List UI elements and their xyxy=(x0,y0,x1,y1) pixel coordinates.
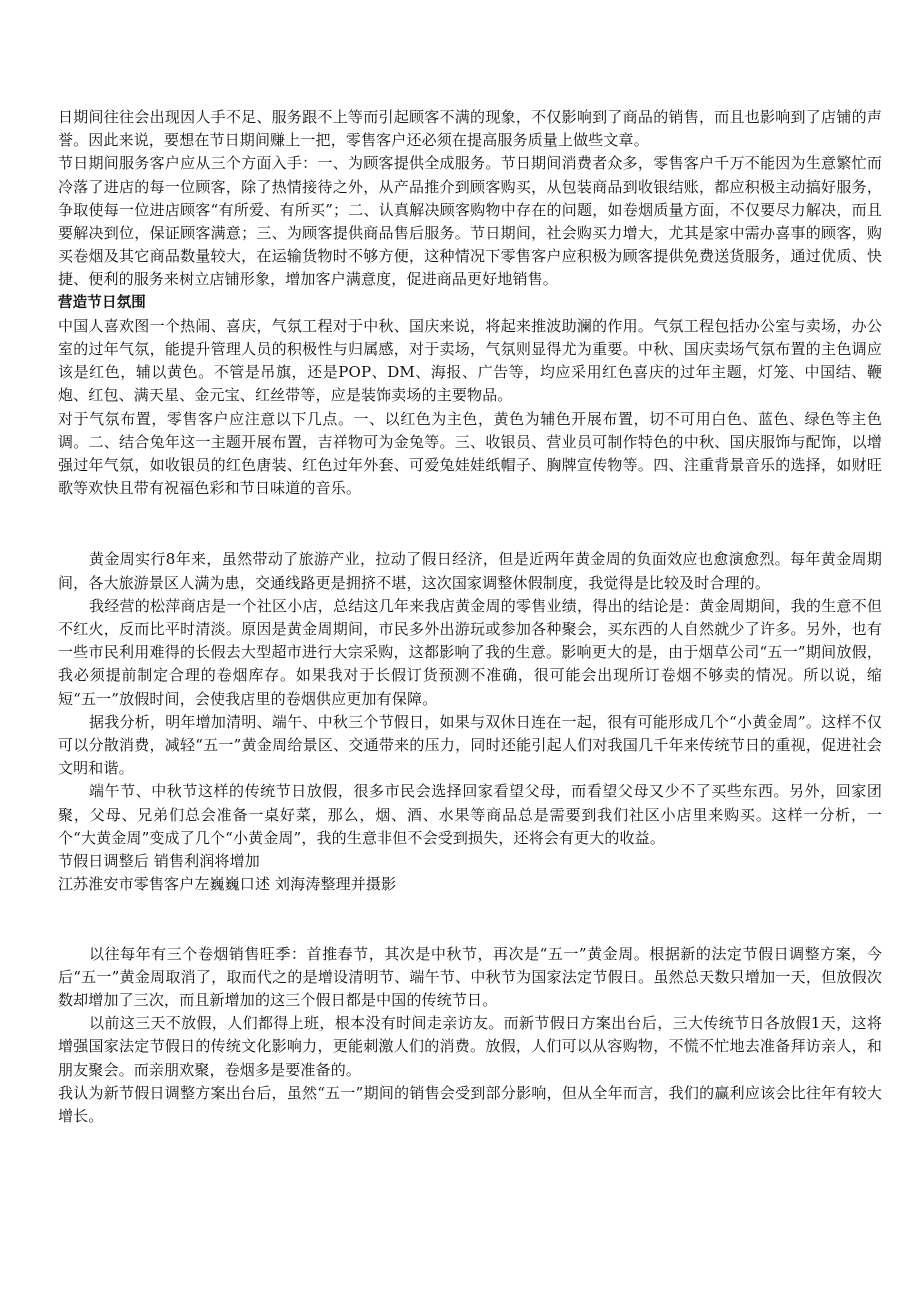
paragraph: 端午节、中秋节这样的传统节日放假，很多市民会选择回家看望父母，而看望父母又少不了买些东西。另外，回家团聚，父母、兄弟们总会准备一桌好菜，那么，烟、酒、水果等商品总是需要到我们社区小店里来购买。这样一分析，一个“大黄金周”变成了几个“小黄金周”，我的生意非但不会受到损失，还将会有更大的收益。 xyxy=(58,782,882,847)
section-holiday-adjustment xyxy=(58,943,882,1129)
paragraph: 日期间往往会出现因人手不足、服务跟不上等而引起顾客不满的现象，不仅影响到了商品的销售，而且也影响到了店铺的声誉。因此来说，要想在节日期间赚上一把，零售客户还必须在提高服务质量上做些文章。 xyxy=(58,108,882,150)
document-page xyxy=(58,106,882,1128)
paragraph: 据我分析，明年增加清明、端午、中秋三个节假日，如果与双休日连在一起，很有可能形成几个“小黄金周”。这样不仅可以分散消费，减轻“五一”黄金周给景区、交通带来的压力，同时还能引起人们对我国几千年来传统节日的重视，促进社会文明和谐。 xyxy=(58,712,882,778)
paragraph: 对于气氛布置，零售客户应注意以下几点。一、以红色为主色，黄色为辅色开展布置，切不可用白色、蓝色、绿色等主色调。二、结合兔年这一主题开展布置，吉祥物可为金兔等。三、收银员、营业员可制作特色的中秋、国庆服饰与配饰，以增强过年气氛，如收银员的红色唐装、红色过年外套、可爱兔娃娃纸帽子、胸牌宣传物等。四、注重背景音乐的选择，如财旺歌等欢快且带有祝福色彩和节日味道的音乐。 xyxy=(58,409,882,498)
paragraph: 节日期间服务客户应从三个方面入手：一、为顾客提供全成服务。节日期间消费者众多，零售客户千万不能因为生意繁忙而冷落了进店的每一位顾客，除了热情接待之外，从产品推介到顾客购买，从包装商品到收银结账，都应积极主动搞好服务，争取使每一位进店顾客“有所爱、有所买”；二、认真解决顾客购物中存在的问题，如卷烟质量方面，不仅要尽力解决，而且要解决到位，保证顾客满意；三、为顾客提供商品售后服务。节日期间，社会购买力增大，尤其是家中需办喜事的顾客，购买卷烟及其它商品数量较大，在运输货物时不够方便，这种情况下零售客户应积极为顾客提供免费送货服务，通过优质、快捷、便利的服务来树立店铺形象，增加客户满意度，促进商品更好地销售。 xyxy=(58,154,882,289)
spacer xyxy=(58,897,882,943)
paragraph: 黄金周实行8年来，虽然带动了旅游产业，拉动了假日经济，但是近两年黄金周的负面效应也愈演愈烈。每年黄金周期间，各大旅游景区人满为患，交通线路更是拥挤不堪，这次国家调整休假制度，我觉得是比较及时合理的。 xyxy=(58,550,882,592)
section-heading: 营造节日氛围 xyxy=(58,294,146,311)
section-holiday-service xyxy=(58,106,882,500)
paragraph: 我认为新节假日调整方案出台后，虽然“五一”期间的销售会受到部分影响，但从全年而言，我们的赢利应该会比往年有较大增长。 xyxy=(58,1083,882,1125)
section-golden-week xyxy=(58,548,882,896)
article-title: 节假日调整后 销售利润将增加 xyxy=(58,852,260,871)
paragraph: 以往每年有三个卷烟销售旺季：首推春节，其次是中秋节，再次是“五一”黄金周。根据新的法定节假日调整方案，今后“五一”黄金周取消了，取而代之的是增设清明节、端午节、中秋节为国家法定节假日。虽然总天数只增加一天，但放假次数却增加了三次，而且新增加的这三个假日都是中国的传统节日。 xyxy=(58,944,882,1009)
spacer xyxy=(58,500,882,548)
paragraph: 中国人喜欢图一个热闹、喜庆，气氛工程对于中秋、国庆来说，将起来推波助澜的作用。气氛工程包括办公室与卖场，办公室的过年气氛，能提升管理人员的积极性与归属感，对于卖场，气氛则显得尤为重要。中秋、国庆卖场气氛布置的主色调应该是红色，辅以黄色。不管是吊旗，还是POP、DM、海报、广告等，均应采用红色喜庆的过年主题，灯笼、中国结、鞭炮、红包、满天星、金元宝、红丝带等，应是装饰卖场的主要物品。 xyxy=(58,316,882,405)
paragraph: 我经营的松萍商店是一个社区小店，总结这几年来我店黄金周的零售业绩，得出的结论是：黄金周期间，我的生意不但不红火，反而比平时清淡。原因是黄金周期间，市民多外出游玩或参加各种聚会，买东西的人自然就少了许多。另外，也有一些市民利用难得的长假去大型超市进行大宗采购，这都影响了我的生意。影响更大的是，由于烟草公司“五一”期间放假，我必须提前制定合理的卷烟库存。如果我对于长假订货预测不准确，很可能会出现所订卷烟不够卖的情况。所以说，缩短“五一”放假时间，会使我店里的卷烟供应更加有保障。 xyxy=(58,596,882,708)
article-byline: 江苏淮安市零售客户左巍巍口述 刘海涛整理并摄影 xyxy=(58,875,397,894)
paragraph: 以前这三天不放假，人们都得上班，根本没有时间走亲访友。而新节假日方案出台后，三大传统节日各放假1天，这将增强国家法定节假日的传统文化影响力，更能刺激人们的消费。放假，人们可以从容购物，不慌不忙地去准备拜访亲人，和朋友聚会。而亲朋欢聚，卷烟多是要准备的。 xyxy=(58,1014,882,1079)
